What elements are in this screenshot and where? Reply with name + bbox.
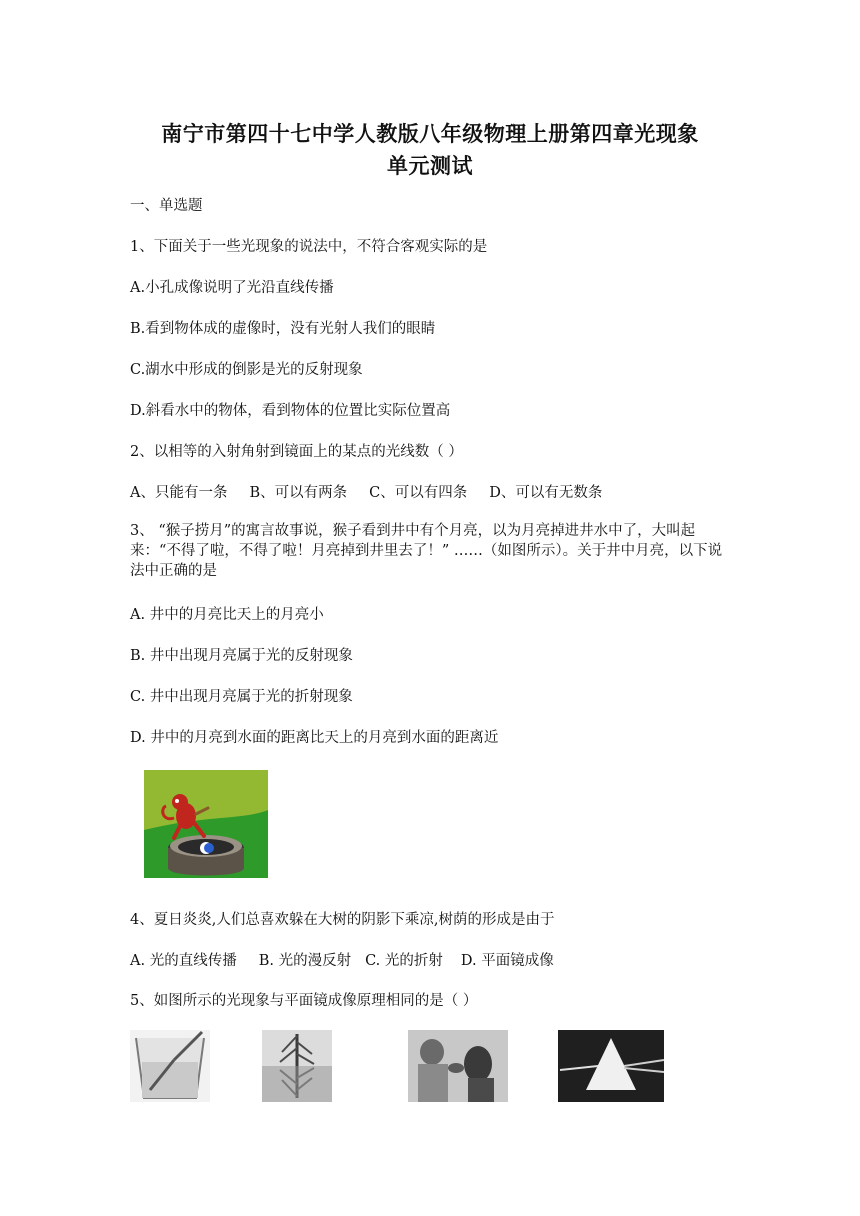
q4-stem: 4、夏日炎炎,人们总喜欢躲在大树的阴影下乘凉,树荫的形成是由于	[130, 912, 555, 928]
q2-option-a: A、只能有一条	[130, 485, 228, 501]
q2-stem: 2、以相等的入射角射到镜面上的某点的光线数（ ）	[130, 444, 463, 460]
monkey-well-illustration	[144, 770, 268, 878]
q3-option-d: D. 井中的月亮到水面的距离比天上的月亮到水面的距离近	[130, 730, 499, 746]
q2-options	[130, 481, 624, 502]
q5-photos	[130, 1030, 664, 1102]
glass-straw-photo	[130, 1030, 210, 1102]
section-heading: 一、单选题	[130, 198, 203, 214]
tree-reflection-photo	[262, 1030, 332, 1102]
q5-figure-strip	[130, 1030, 664, 1102]
q5-stem: 5、如图所示的光现象与平面镜成像原理相同的是（ ）	[130, 993, 478, 1009]
q2-option-c: C、可以有四条	[369, 485, 468, 501]
q1-option-d: D.斜看水中的物体，看到物体的位置比实际位置高	[130, 403, 451, 419]
q4-option-d: D. 平面镜成像	[460, 953, 554, 969]
q4-option-a: A. 光的直线传播	[130, 953, 237, 969]
prism-photo	[558, 1030, 664, 1102]
q1-stem: 1、下面关于一些光现象的说法中，不符合客观实际的是	[130, 239, 488, 255]
q2-option-d: D、可以有无数条	[489, 485, 603, 501]
q3-option-a: A. 井中的月亮比天上的月亮小	[130, 607, 324, 623]
q4-option-c: C. 光的折射	[365, 953, 443, 969]
document-title-line2: 单元测试	[387, 154, 473, 178]
q2-option-b: B、可以有两条	[249, 485, 348, 501]
q3-option-b: B. 井中出现月亮属于光的反射现象	[130, 648, 353, 664]
q1-option-b: B.看到物体成的虚像时，没有光射人我们的眼睛	[130, 321, 436, 337]
q4-option-b: B. 光的漫反射	[258, 953, 352, 969]
hand-shadow-photo	[408, 1030, 508, 1102]
q4-options	[130, 949, 576, 970]
q1-option-c: C.湖水中形成的倒影是光的反射现象	[130, 362, 363, 378]
monkey-well-figure	[144, 770, 268, 878]
q3-option-c: C. 井中出现月亮属于光的折射现象	[130, 689, 353, 705]
q3-stem: 3、 “猴子捞月”的寓言故事说，猴子看到井中有个月亮，以为月亮掉进井水中了，大叫起来：“不得了啦，不得了啦！月亮掉到井里去了！” ……（如图所示）。关于井中月亮，以下说法中正确的是	[130, 523, 723, 579]
document-title-line1: 南宁市第四十七中学人教版八年级物理上册第四章光现象	[161, 122, 699, 146]
q1-option-a: A.小孔成像说明了光沿直线传播	[130, 280, 334, 296]
